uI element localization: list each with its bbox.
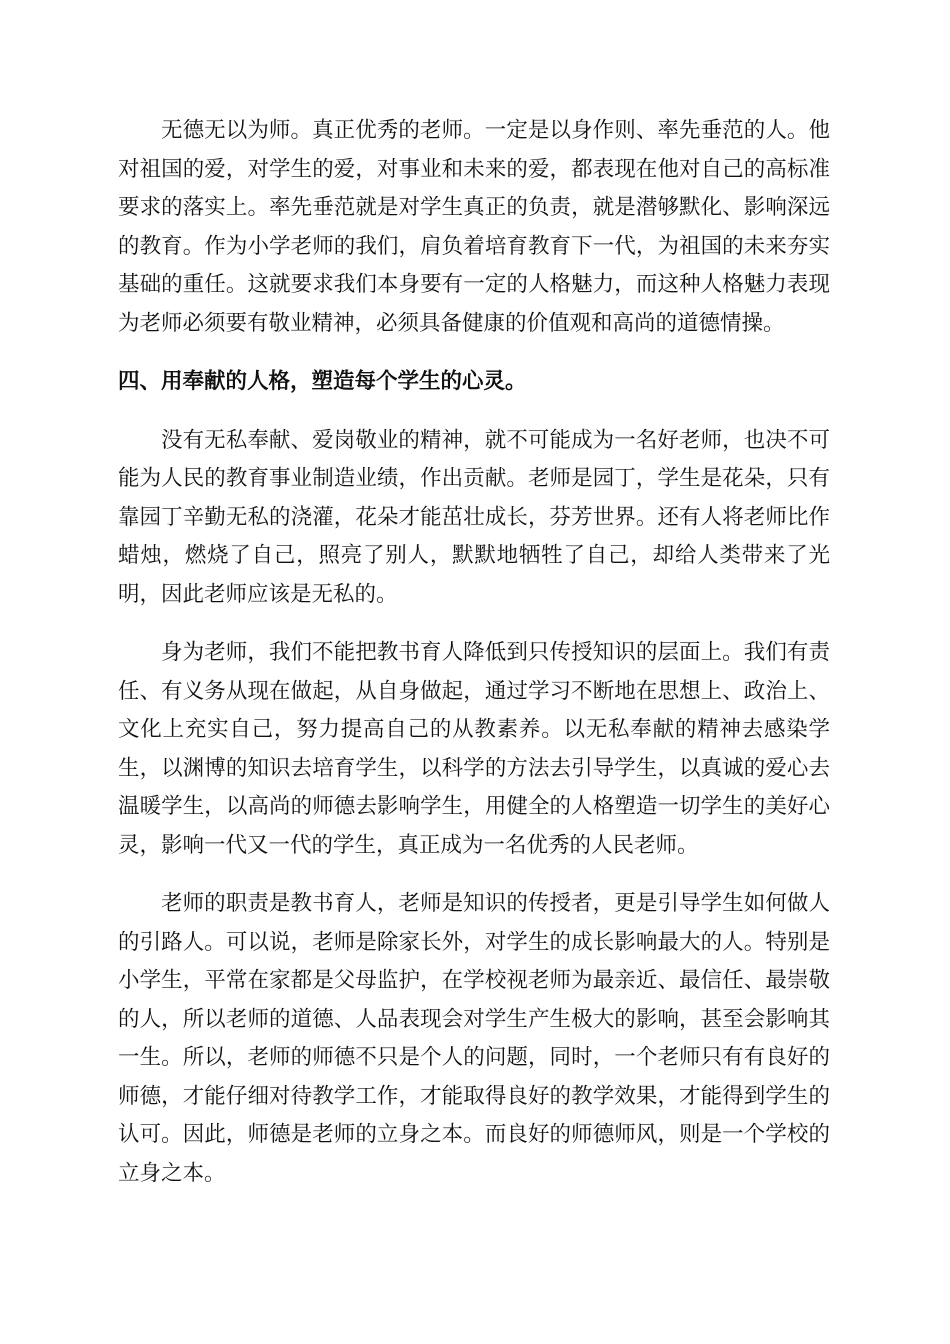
document-body	[118, 112, 830, 1213]
section-heading-dedication: 四、用奉献的人格，塑造每个学生的心灵。	[118, 369, 527, 394]
paragraph-teacher-responsibility: 身为老师，我们不能把教书育人降低到只传授知识的层面上。我们有责任、有义务从现在做起，从自身做起，通过学习不断地在思想上、政治上、文化上充实自己，努力提高自己的从教素养。以无私奉献的精神去感染学生，以渊博的知识去培育学生，以科学的方法去引导学生，以真诚的爱心去温暖学生，以高尚的师德去影响学生，用健全的人格塑造一切学生的美好心灵，影响一代又一代的学生，真正成为一名优秀的人民老师。	[118, 640, 830, 858]
paragraph-teacher-duty: 老师的职责是教书育人，老师是知识的传授者，更是引导学生如何做人的引路人。可以说，老师是除家长外，对学生的成长影响最大的人。特别是小学生，平常在家都是父母监护，在学校视老师为最亲近、最信任、最崇敬的人，所以老师的道德、人品表现会对学生产生极大的影响，甚至会影响其一生。所以，老师的师德不只是个人的问题，同时，一个老师只有有良好的师德，才能仔细对待教学工作，才能取得良好的教学效果，才能得到学生的认可。因此，师德是老师的立身之本。而良好的师德师风，则是一个学校的立身之本。	[118, 891, 830, 1186]
paragraph-selfless-dedication: 没有无私奉献、爱岗敬业的精神，就不可能成为一名好老师，也决不可能为人民的教育事业制造业绩，作出贡献。老师是园丁，学生是花朵，只有靠园丁辛勤无私的浇灌，花朵才能茁壮成长，芬芳世界。还有人将老师比作蜡烛，燃烧了自己，照亮了别人，默默地牺牲了自己，却给人类带来了光明，因此老师应该是无私的。	[118, 427, 830, 607]
paragraph-role-model: 无德无以为师。真正优秀的老师。一定是以身作则、率先垂范的人。他对祖国的爱，对学生的爱，对事业和未来的爱，都表现在他对自己的高标准要求的落实上。率先垂范就是对学生真正的负责，就是潜够默化、影响深远的教育。作为小学老师的我们，肩负着培育教育下一代，为祖国的未来夯实基础的重任。这就要求我们本身要有一定的人格魅力，而这种人格魅力表现为老师必须要有敬业精神，必须具备健康的价值观和高尚的道德情操。	[118, 118, 830, 336]
